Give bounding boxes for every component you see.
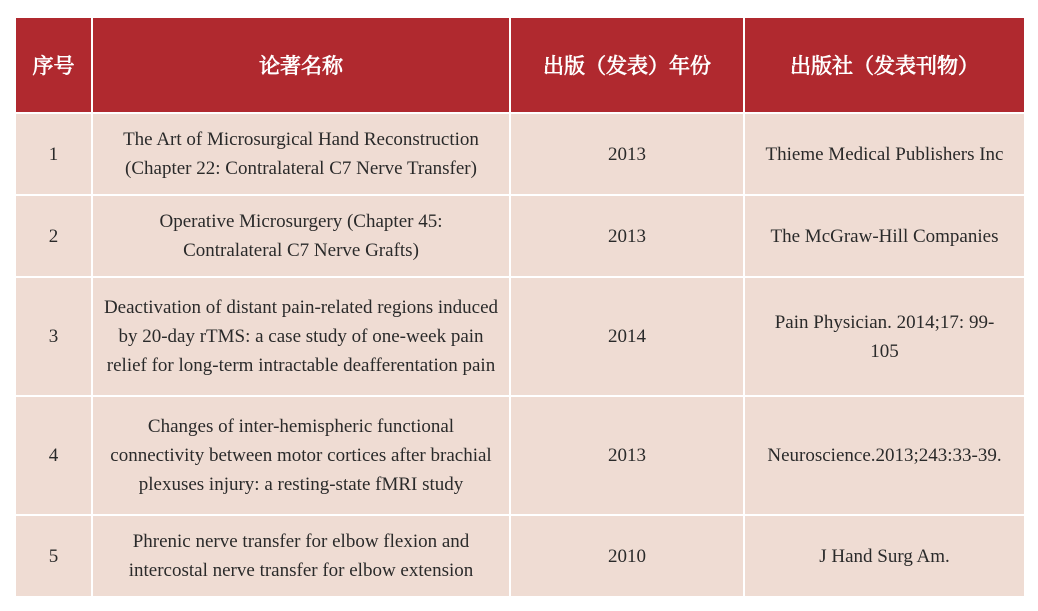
cell-index: 4 [16, 396, 92, 515]
header-publisher: 出版社（发表刊物） [744, 18, 1024, 113]
cell-index: 5 [16, 515, 92, 596]
table-row [16, 113, 1024, 195]
cell-title: The Art of Microsurgical Hand Reconstruction (Chapter 22: Contralateral C7 Nerve Transfer) [92, 113, 510, 195]
publications-table [16, 18, 1024, 596]
header-title: 论著名称 [92, 18, 510, 113]
table-row [16, 277, 1024, 396]
cell-index: 3 [16, 277, 92, 396]
header-year: 出版（发表）年份 [510, 18, 744, 113]
cell-title: Phrenic nerve transfer for elbow flexion and intercostal nerve transfer for elbow extension [92, 515, 510, 596]
cell-publisher: Thieme Medical Publishers Inc [744, 113, 1024, 195]
cell-index: 2 [16, 195, 92, 277]
cell-title: Operative Microsurgery (Chapter 45: Contralateral C7 Nerve Grafts) [92, 195, 510, 277]
cell-publisher: The McGraw-Hill Companies [744, 195, 1024, 277]
cell-index: 1 [16, 113, 92, 195]
table-header-row [16, 18, 1024, 113]
table-row [16, 396, 1024, 515]
cell-year: 2014 [510, 277, 744, 396]
cell-publisher: Pain Physician. 2014;17: 99-105 [744, 277, 1024, 396]
table-row [16, 195, 1024, 277]
cell-year: 2013 [510, 113, 744, 195]
cell-year: 2013 [510, 396, 744, 515]
cell-year: 2013 [510, 195, 744, 277]
cell-publisher: Neuroscience.2013;243:33-39. [744, 396, 1024, 515]
table-row [16, 515, 1024, 596]
header-index: 序号 [16, 18, 92, 113]
cell-title: Changes of inter-hemispheric functional connectivity between motor cortices after brachial plexuses injury: a resting-state fMRI study [92, 396, 510, 515]
cell-year: 2010 [510, 515, 744, 596]
cell-publisher: J Hand Surg Am. [744, 515, 1024, 596]
cell-title: Deactivation of distant pain-related regions induced by 20-day rTMS: a case study of one-week pain relief for long-term intractable deafferentation pain [92, 277, 510, 396]
